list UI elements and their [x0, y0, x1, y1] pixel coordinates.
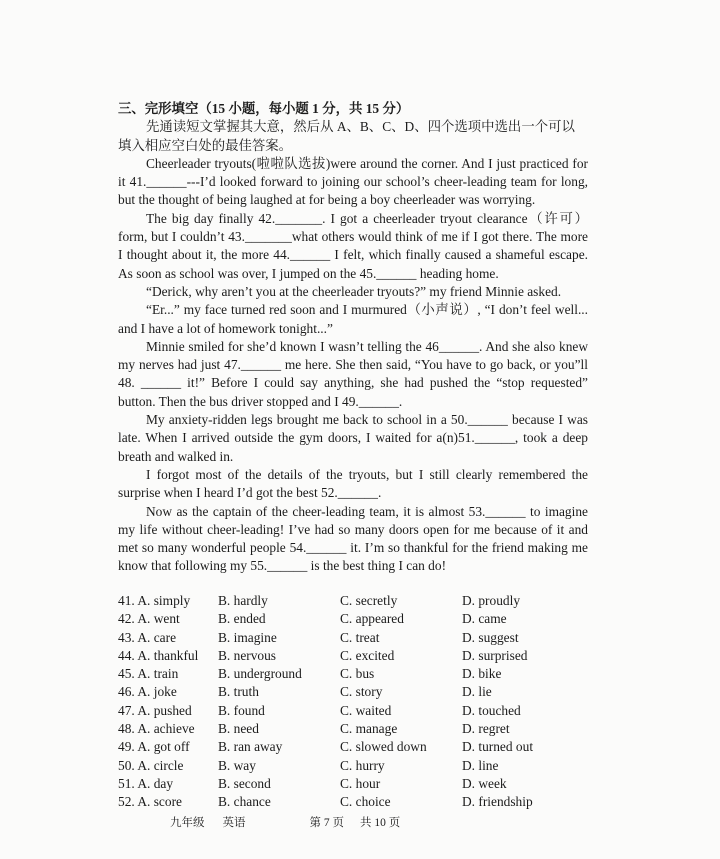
option-c: C. excited — [340, 647, 395, 663]
question-number: 46. — [118, 684, 135, 700]
option-b: B. found — [218, 702, 265, 718]
section-instruction: 先通读短文掌握其大意，然后从 A、B、C、D、四个选项中选出一个可以填入相应空白处的最佳答案。 — [118, 119, 575, 153]
option-d: D. proudly — [462, 593, 521, 608]
passage-paragraph: My anxiety-ridden legs brought me back to school in a 50.______ because I was late. When I arrived outside the gym doors, I waited for a(n)51.______, took a deep breath and walked in. — [118, 412, 588, 464]
option-c: C. appeared — [340, 611, 404, 627]
passage-paragraph: Now as the captain of the cheer-leading team, it is almost 53.______ to imagine my life without cheer-leading! I’ve had so many doors open for me because of it and met so many wonderful people 54.______ it. I’m so thankful for the friend making me know that following my 55.______ is the best thing I can do! — [118, 503, 588, 574]
option-a — [118, 683, 218, 701]
option-c: C. manage — [340, 721, 398, 737]
option-a-text: A. train — [137, 666, 179, 682]
question-number: 41. — [118, 593, 135, 608]
passage-paragraph: Minnie smiled for she’d known I wasn’t telling the 46______. And she also knew my nerves had just 47.______ me here. She then said, “You have to go back, or you”ll 48. ______ it!” Before I could say anything, she had pushed the “stop requested” button. Then the bus driver stopped and I 49.______. — [118, 338, 588, 409]
option-d: D. surprised — [462, 647, 528, 663]
exam-page — [118, 100, 588, 810]
page-footer — [170, 814, 400, 830]
option-b: B. ended — [218, 611, 266, 627]
option-c: C. secretly — [340, 593, 398, 608]
passage-paragraph: The big day finally 42._______. I got a cheerleader tryout clearance（许可）form, but I couldn’t 43._______what others would think of me if I got there. The more I thought about it, the more 44.______ I felt, which finally caused a shameful escape. As soon as school was over, I jumped on the 45.______ heading home. — [118, 210, 588, 281]
option-d: D. came — [462, 611, 507, 627]
option-a-text: A. care — [137, 629, 177, 645]
option-a — [118, 757, 218, 775]
option-a-text: A. simply — [137, 593, 191, 608]
option-a — [118, 738, 218, 756]
option-d: D. turned out — [462, 739, 534, 755]
option-d: D. touched — [462, 702, 521, 718]
question-number: 50. — [118, 757, 135, 773]
question-number: 47. — [118, 702, 135, 718]
option-row — [118, 592, 588, 610]
question-number: 43. — [118, 629, 135, 645]
option-c: C. choice — [340, 794, 391, 810]
option-a-text: A. circle — [137, 757, 184, 773]
option-row — [118, 702, 588, 720]
option-row — [118, 757, 588, 775]
option-a — [118, 702, 218, 720]
option-a — [118, 775, 218, 793]
question-number: 52. — [118, 794, 135, 810]
option-b: B. way — [218, 757, 256, 773]
passage-paragraph: Cheerleader tryouts(啦啦队选拔)were around the corner. And I just practiced for it 41.______---I’d looked forward to joining our school’s cheer-leading team for long, but the thought of being laughed at for being a boy cheerleader was worrying. — [118, 155, 588, 208]
option-row — [118, 793, 588, 811]
option-a-text: A. thankful — [137, 647, 199, 663]
passage-paragraph: “Derick, why aren’t you at the cheerleader tryouts?” my friend Minnie asked. — [146, 283, 562, 299]
option-row — [118, 775, 588, 793]
option-row — [118, 683, 588, 701]
option-a-text: A. day — [137, 775, 174, 791]
question-number: 49. — [118, 739, 135, 755]
option-b: B. chance — [218, 794, 271, 810]
option-c: C. hour — [340, 775, 381, 791]
section-heading: 三、完形填空（15 小题，每小题 1 分，共 15 分） — [118, 101, 410, 116]
option-a-text: A. got off — [137, 739, 190, 755]
option-a-text: A. achieve — [137, 721, 195, 737]
option-a — [118, 665, 218, 683]
option-a — [118, 720, 218, 738]
cloze-passage — [118, 155, 588, 576]
option-d: D. friendship — [462, 794, 533, 810]
option-row — [118, 647, 588, 665]
footer-total: 共 10 页 — [360, 817, 401, 829]
option-b: B. imagine — [218, 629, 277, 645]
option-a — [118, 647, 218, 665]
option-b: B. truth — [218, 684, 259, 700]
option-row — [118, 738, 588, 756]
option-b: B. hardly — [218, 593, 268, 608]
option-row — [118, 665, 588, 683]
footer-subject: 英语 — [222, 817, 246, 829]
option-row — [118, 720, 588, 738]
option-c: C. bus — [340, 666, 375, 682]
answer-options — [118, 592, 588, 812]
option-c: C. waited — [340, 702, 392, 718]
option-b: B. need — [218, 721, 259, 737]
option-c: C. slowed down — [340, 739, 427, 755]
option-b: B. nervous — [218, 647, 277, 663]
option-d: D. regret — [462, 721, 510, 737]
option-d: D. bike — [462, 666, 502, 682]
option-row — [118, 610, 588, 628]
option-d: D. lie — [462, 684, 492, 700]
option-d: D. suggest — [462, 629, 519, 645]
option-a-text: A. pushed — [137, 702, 192, 718]
option-a — [118, 592, 218, 610]
passage-paragraph: I forgot most of the details of the tryouts, but I still clearly remembered the surprise when I heard I’d got the best 52.______. — [118, 466, 588, 501]
option-a — [118, 793, 218, 811]
option-c: C. hurry — [340, 757, 385, 773]
option-a — [118, 610, 218, 628]
option-a — [118, 629, 218, 647]
option-d: D. line — [462, 757, 499, 773]
option-c: C. treat — [340, 629, 380, 645]
passage-paragraph: “Er...” my face turned red soon and I murmured（小声说）, “I don’t feel well... and I have a lot of homework tonight...” — [118, 302, 588, 336]
option-b: B. second — [218, 775, 271, 791]
option-c: C. story — [340, 684, 383, 700]
option-a-text: A. went — [137, 611, 180, 627]
question-number: 44. — [118, 647, 135, 663]
question-number: 48. — [118, 721, 135, 737]
footer-page: 第 7 页 — [309, 817, 344, 829]
question-number: 45. — [118, 666, 135, 682]
option-a-text: A. score — [137, 794, 182, 810]
option-row — [118, 629, 588, 647]
option-b: B. ran away — [218, 739, 283, 755]
question-number: 42. — [118, 611, 135, 627]
question-number: 51. — [118, 775, 135, 791]
footer-grade: 九年级 — [170, 817, 205, 829]
option-a-text: A. joke — [137, 684, 177, 700]
option-b: B. underground — [218, 666, 302, 682]
option-d: D. week — [462, 775, 507, 791]
